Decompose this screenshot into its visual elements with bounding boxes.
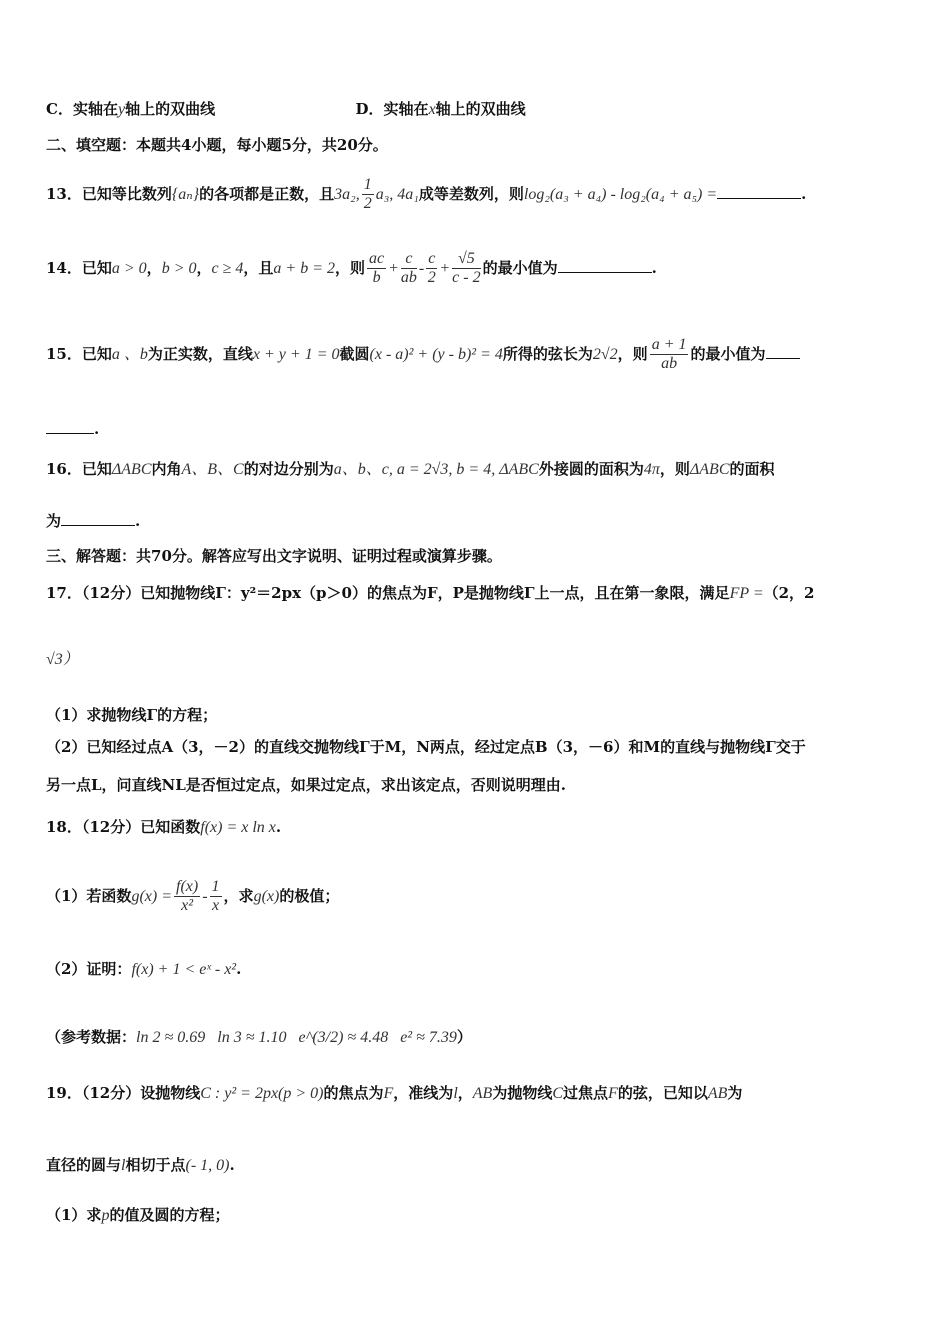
- q16-triangle-2: ΔABC: [689, 461, 730, 478]
- q13-frac-den: 2: [363, 195, 372, 213]
- q19-mid6: 的弦，已知以: [617, 1084, 708, 1102]
- q16-mid3: 外接圆的面积为: [538, 460, 644, 478]
- q15-mid1: 为正实数，直线: [147, 344, 253, 363]
- q19-focus-2: F: [608, 1085, 618, 1102]
- option-c-var: y: [117, 101, 126, 118]
- q18-ref-values: ln 2 ≈ 0.69 ln 3 ≈ 1.10 e^(3/2) ≈ 4.48 e² ≈ 7.39: [136, 1029, 457, 1046]
- q19-chord-2: AB: [707, 1085, 728, 1102]
- q14-tail: 的最小值为: [482, 258, 558, 277]
- q14-f2-den: ab: [400, 269, 417, 287]
- q16-mid2: 的对边分别为: [243, 460, 334, 478]
- q19-mid1: 的焦点为: [323, 1084, 384, 1102]
- q13-expr: log₂(a₃ + a₄) - log₂(a₄ + a₅) =: [523, 185, 718, 203]
- q18-p1-pre: （1）若函数: [46, 886, 132, 905]
- q14-sep4: ，则: [335, 258, 366, 277]
- q16-area: 4π: [643, 461, 660, 478]
- q18-reference-data: [46, 1028, 910, 1049]
- q18-part-1: [46, 878, 910, 916]
- q13-terms-a: 3a₂,: [334, 185, 360, 203]
- option-d-var: x: [428, 101, 436, 118]
- q15-line-eq: x + y + 1 = 0: [252, 345, 340, 363]
- q14-sep3: ，且: [243, 258, 274, 277]
- question-15: [46, 336, 910, 374]
- q17-line2: √3）: [46, 651, 79, 668]
- q19-p1-var: p: [101, 1207, 110, 1224]
- q13-answer-blank[interactable]: [717, 186, 801, 199]
- q19-directrix: l: [453, 1085, 458, 1102]
- q14-cond-b: b > 0: [161, 259, 197, 277]
- q13-frac-num: 1: [362, 176, 374, 195]
- q15-chord: 2√2: [592, 345, 618, 363]
- q16-triangle: ΔABC: [111, 461, 152, 478]
- q15-vars: a 、b: [111, 345, 148, 363]
- q19-p1-tail: 的值及圆的方程；: [109, 1206, 230, 1224]
- q18-p2-end: .: [236, 960, 242, 978]
- q19-l2-point: (- 1, 0): [185, 1157, 230, 1174]
- q15-frac-num: a + 1: [650, 336, 689, 355]
- q16-angles: A、B、C: [181, 461, 244, 478]
- q15-frac: [650, 336, 689, 374]
- question-15-cont: [46, 420, 910, 440]
- q17-part-2-line1: （2）已知经过点A（3，－2）的直线交抛物线Γ于M，N两点，经过定点B（3，－6）和M的直线与抛物线Γ交于: [46, 738, 806, 756]
- section-2-heading: 二、填空题：本题共4小题，每小题5分，共20分。: [46, 136, 388, 154]
- q14-end: .: [651, 258, 657, 277]
- q14-op2: -: [418, 259, 425, 277]
- q14-sep1: ，: [146, 258, 162, 277]
- q15-answer-blank-b[interactable]: [46, 421, 94, 434]
- q16-end: .: [135, 512, 141, 530]
- q14-frac-1: [367, 250, 386, 288]
- q14-cond-c: c ≥ 4: [211, 259, 244, 277]
- q18-ref-pre: （参考数据：: [46, 1028, 137, 1046]
- question-19: [46, 1084, 910, 1105]
- q18-p1-mid: ，求: [223, 886, 254, 905]
- q15-frac-den: ab: [661, 355, 678, 373]
- q19-focus: F: [383, 1085, 394, 1102]
- q17-part-2-line2: 另一点L，问直线NL是否恒过定点，如果过定点，求出该定点，否则说明理由.: [46, 776, 567, 794]
- question-17-cont: [46, 650, 910, 671]
- q17-vector: FP =: [729, 585, 764, 602]
- q15-mid3: 所得的弦长为: [502, 344, 593, 363]
- q19-tail: 为: [727, 1084, 743, 1102]
- q16-tail: 的面积: [729, 460, 775, 478]
- question-13: [46, 176, 910, 214]
- q19-mid4: 为抛物线: [492, 1084, 553, 1102]
- question-16: [46, 460, 910, 481]
- q14-op1: +: [388, 259, 399, 277]
- q19-p1-pre: （1）求: [46, 1206, 102, 1224]
- q18-ref-end: ）: [456, 1028, 472, 1046]
- q18-p1-op: -: [202, 887, 208, 905]
- q18-p2-pre: （2）证明：: [46, 960, 132, 978]
- q15-answer-blank-a[interactable]: [766, 346, 800, 359]
- q14-f4-den: c - 2: [452, 269, 481, 287]
- q13-end: .: [801, 184, 807, 203]
- q13-terms-b: a₃, 4a₁: [375, 185, 419, 203]
- q19-mid3: ，: [457, 1084, 473, 1102]
- q14-op3: +: [439, 259, 451, 277]
- q13-mid: 的各项都是正数，且: [199, 184, 335, 203]
- q18-p1-f1-num: f(x): [174, 878, 200, 897]
- q13-seq: {aₙ}: [171, 185, 200, 203]
- q15-tail: 的最小值为: [690, 344, 766, 363]
- q14-frac-4: [452, 250, 480, 288]
- q14-f1-num: ac: [367, 250, 386, 269]
- q14-cond-sum: a + b = 2: [273, 259, 335, 277]
- question-16-cont: [46, 512, 910, 532]
- q19-curve: C : y² = 2px(p > 0): [200, 1085, 324, 1102]
- q14-frac-3: [426, 250, 437, 288]
- q17-pre: 17．（12分）已知抛物线Γ：y²＝2px（p＞0）的焦点为F，P是抛物线Γ上一点，且在第一象限，满足: [46, 584, 730, 602]
- q18-part-2: [46, 960, 910, 981]
- q14-f3-num: c: [426, 250, 437, 269]
- q15-end: .: [94, 420, 100, 438]
- q14-sep2: ，: [196, 258, 212, 277]
- q13-frac: [362, 176, 374, 214]
- q18-p1-tail: 的极值；: [279, 886, 340, 905]
- q18-p1-g: g(x) =: [131, 887, 173, 905]
- q17-part-1: （1）求抛物线Γ的方程；: [46, 706, 218, 724]
- q19-l2-mid: 相切于点: [125, 1156, 186, 1174]
- q16-line2-pre: 为: [46, 512, 62, 530]
- q14-answer-blank[interactable]: [558, 260, 652, 273]
- q18-function: f(x) = x ln x: [200, 819, 276, 836]
- q19-part-1: [46, 1206, 910, 1227]
- option-d-label: D．实轴在: [355, 100, 429, 118]
- q14-f1-den: b: [372, 269, 381, 287]
- q19-l2-end: .: [229, 1156, 235, 1174]
- q19-l2-pre: 直径的圆与: [46, 1156, 122, 1174]
- q18-end: .: [275, 818, 282, 836]
- q14-frac-2: [401, 250, 417, 288]
- q18-p1-frac-2: [210, 878, 222, 916]
- q19-mid2: ，准线为: [393, 1084, 454, 1102]
- q16-conditions: a、b、c, a = 2√3, b = 4, ΔABC: [333, 461, 539, 478]
- option-d-text: 轴上的双曲线: [435, 100, 526, 118]
- q16-answer-blank[interactable]: [61, 513, 135, 526]
- question-14: [46, 250, 910, 288]
- q18-p1-g2: g(x): [253, 887, 280, 905]
- q19-chord: AB: [472, 1085, 493, 1102]
- q12-options: [46, 100, 910, 121]
- q16-pre: 16．已知: [46, 460, 112, 478]
- q13-mid2: 成等差数列，则: [418, 184, 524, 203]
- q13-pre: 13．已知等比数列: [46, 184, 172, 203]
- q14-f4-num: √5: [452, 250, 480, 269]
- q18-p1-f2-num: 1: [210, 878, 222, 897]
- q16-mid1: 内角: [151, 460, 182, 478]
- q15-pre: 15．已知: [46, 344, 112, 363]
- q14-pre: 14．已知: [46, 258, 112, 277]
- q19-curve-name: C: [552, 1085, 564, 1102]
- question-17: [46, 584, 910, 605]
- option-c-text: 轴上的双曲线: [125, 100, 216, 118]
- q15-mid4: ，则: [617, 344, 648, 363]
- q19-l2-directrix: l: [121, 1157, 126, 1174]
- q14-f2-num: c: [401, 250, 417, 269]
- q17-tail: （2，2: [763, 584, 815, 602]
- section-3-heading: 三、解答题：共70分。解答应写出文字说明、证明过程或演算步骤。: [46, 547, 502, 565]
- q18-p1-frac-1: [174, 878, 200, 916]
- q14-cond-a: a > 0: [111, 259, 147, 277]
- q16-mid4: ，则: [659, 460, 690, 478]
- option-c-label: C．实轴在: [46, 100, 118, 118]
- q18-pre: 18．（12分）已知函数: [46, 818, 201, 836]
- question-19-cont: [46, 1156, 910, 1177]
- q18-p2-expr: f(x) + 1 < eˣ - x²: [131, 961, 237, 978]
- question-18: [46, 818, 910, 839]
- q15-mid2: 截圆: [339, 344, 370, 363]
- q14-f3-den: 2: [427, 269, 436, 287]
- q15-circle-eq: (x - a)² + (y - b)² = 4: [369, 345, 503, 363]
- q19-pre: 19．（12分）设抛物线: [46, 1084, 201, 1102]
- q18-p1-f2-den: x: [211, 897, 220, 915]
- q18-p1-f1-den: x²: [181, 897, 194, 915]
- q19-mid5: 过焦点: [563, 1084, 609, 1102]
